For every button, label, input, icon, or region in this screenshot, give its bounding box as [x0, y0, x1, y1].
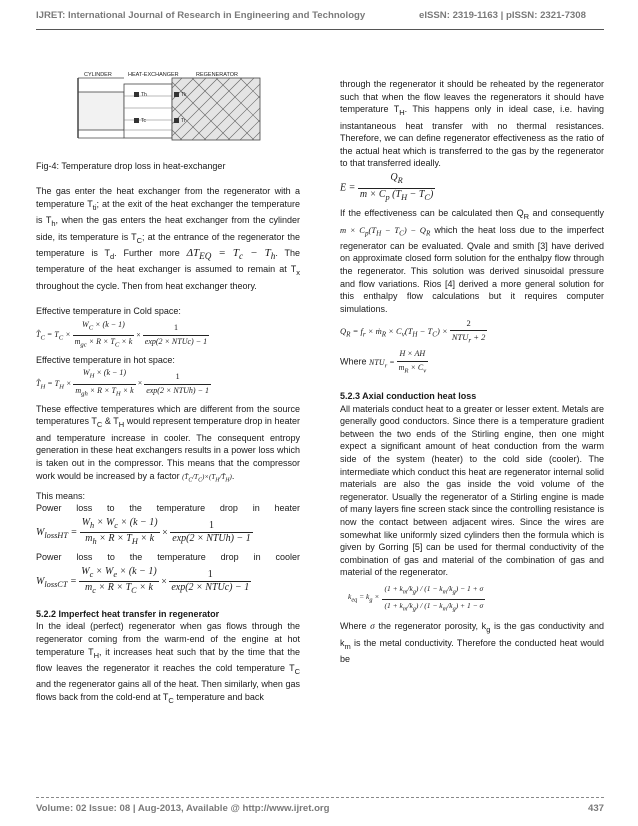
journal-title: IJRET: International Journal of Research in Engineering and Technology [36, 10, 366, 21]
eq-keq: $k_{eq} = k_g$ × $\frac{(1 + k_m/k_g) / (1 - k_m/k_g) - 1 + \sigma}{(1 + k_m/k_g) / (1 - k_m/k_g) + 1 - \sigma}$ [348, 583, 484, 613]
figure-4 [76, 68, 262, 146]
label-tk: Tk [181, 92, 187, 98]
right-paragraph-1: through the regenerator it should be reheated by the regenerator such that when the flow leaves the regenerators it should have temperature $T_H$. This happens only in ideal case, i.e. having instantaneous heat transfer with no thermal resistances. Therefore, we can define regenerator effectiveness as the ratio of the actual heat which is transferred to the gas by the regenerator to that transferred ideally. [340, 79, 604, 169]
page-footer [36, 803, 604, 814]
eq-loss-cooler: $W_{lossCT}$ = $\frac{W_c \times W_e \times (k - 1)}{m_c \times R \times T_C \times k}$ × $\frac{1}{\text{exp(2 × NTUc) − 1}}$ [36, 565, 250, 596]
eq-eff-cold: $T̂_C = T_C$ × $\frac{W_C \times (k - 1)}{m_{gc} \times R \times T_C \times k}$ × $\frac{1}{\text{exp(2 × NTUc) − 1}}$ [36, 319, 208, 349]
heat-loss-formula: $m \times C_p(T_H - T_C) - Q_R$ [340, 224, 431, 238]
label-tr: Tr [181, 118, 186, 124]
delta-teq-formula: $\Delta T_{EQ} = T_c - T_h$ [186, 246, 276, 262]
left-paragraph-2: These effective temperatures which are different from the source temperatures $T_C$ & $T_H$ would represent temperature drop in heater and temperature increase in cooler. The consequent entropy generation in these heat exchangers results in a power loss which is taken out in the compressor. This means that the compressor work would be increased by a factor $(T̂_C/T_C)\times(T_H/T̂_H)$. [36, 403, 300, 484]
eq-effectiveness: E = $\frac{Q_R}{m \times C_p (T_H - T_C)}$ [340, 171, 434, 202]
left-column [36, 68, 300, 707]
eq-qr: $Q_R = f_r$ × ṁ$_R$ × $C_v(T_H - T_C)$ × $\frac{2}{NTU_r + 2}$ [340, 318, 486, 345]
power-loss-cooler: Power loss to the temperature drop in cooler [36, 551, 300, 562]
journal-header [36, 10, 606, 21]
eq-loss-heater: $W_{lossHT}$ = $\frac{W_h \times W_c \times (k - 1)}{m_h \times R \times T_H \times k}$ × $\frac{1}{\text{exp(2 × NTUh) − 1}}$ [36, 516, 251, 547]
this-means: This means: [36, 490, 86, 501]
label-th: Th [141, 92, 147, 98]
right-column [340, 78, 604, 666]
section-523-title: 5.2.3 Axial conduction heat loss [340, 391, 477, 402]
journal-issn: eISSN: 2319-1163 | pISSN: 2321-7308 [419, 10, 586, 21]
right-paragraph-2: If the effectiveness can be calculated then $Q_R$ and consequently $m \times C_p(T_H - T_C) - Q_R$ which the heat loss due to the imperfect regenerator can be evaluated. Qvale and smith [3] have derived on approximate closed form solution for the enthalpy flow through the regenerator. This solution was derived sinusoidal pressure and flow variations. Rios [4] derived a more general solution for this enthalpy flow calculations but it requires computer simulations. [340, 208, 604, 314]
eff-cold-title: Effective temperature in Cold space: [36, 305, 181, 316]
page-number: 437 [587, 803, 604, 814]
figure-diagram [76, 68, 262, 146]
where-porosity: Where σ the regenerator porosity, $k_g$ is the gas conductivity and $k_m$ is the metal conductivity. Therefore the conducted heat would be [340, 621, 604, 664]
power-loss-heater: Power loss to the temperature drop in heater [36, 503, 300, 514]
factor-formula: $(T̂_C/T_C)\times(T_H/T̂_H)$ [182, 472, 232, 484]
eq-eff-hot: $T̂_H = T_H$ × $\frac{W_H \times (k - 1)}{m_{gh} \times R \times T_H \times k}$ × $\frac{1}{\text{exp(2 × NTUh) − 1}}$ [36, 368, 209, 398]
label-cylinder: CYLINDER [84, 72, 112, 78]
eff-hot-title: Effective temperature in hot space: [36, 354, 175, 365]
section-523-text: All materials conduct heat to a greater or lesser extent. Metals are generally good conductors. Since there is a temperature gradient between the two ends of the Stirling engine, then one might expect a significant amount of heat conduction from the warm side of the system (heater) to the cold side (cooler). The intermediate which conduct this heat are regenerator internal solid materials are also the gas inside the void volume of the regenerator. Usually the regenerator of a Stirling engine is made of many layers fine screen stack since the controlling resistance is now the contact between adjacent wires. Since the wires are somewhat like uniformly sized cylinders then the formula which is given by Gorring [5] can be used for thermal conductivity of the combination of gas and material of the combination of gas and material of the regenerator. [340, 403, 604, 578]
footer-volume: Volume: 02 Issue: 08 | Aug-2013, Available @ http://www.ijret.org [36, 803, 330, 814]
label-tc: Tc [141, 118, 146, 124]
footer-rule [36, 797, 604, 798]
label-regenerator: REGENERATOR [196, 72, 238, 78]
left-paragraph-1: The gas enter the heat exchanger from the regenerator with a temperature $T_{ti}$; at the exit of the heat exchanger the temperature is $T_h$, when the gas enters the heat exchanger from the cylinder side, its temperature is $T_C$; at the entrance of the regenerator the temperature is $T_d$. Further more $\Delta T_{EQ} = T_c - T_h$. The temperature of the heat exchanger is assumed to remain at $T_x$ throughout the cycle. Then from heat exchanger theory. [36, 186, 300, 291]
header-rule [36, 29, 604, 30]
section-522-title: 5.2.2 Imperfect heat transfer in regenerator [36, 608, 220, 619]
eq-ntu: $NTU_r$ = $\frac{H \times AH}{m_R \times C_v}$ [369, 349, 427, 375]
where-ntu: Where $NTU_r$ = $\frac{H \times AH}{m_R \times C_v}$ [340, 349, 427, 375]
label-heat-exchanger: HEAT-EXCHANGER [128, 72, 179, 78]
section-522-text: In the ideal (perfect) regenerator when gas flows through the regenerator coming from the warm-end of the engine at hot temperature $T_H$, it increases heat such that by the time that the flow leaves the regenerator it reaches the cold temperature $T_C$ and the regenerator gains all of the heat. Then similarly, when gas flows back from the cold-end at $T_C$ temperature and back [36, 621, 300, 705]
figure-caption: Fig-4: Temperature drop loss in heat-exchanger [36, 161, 226, 171]
